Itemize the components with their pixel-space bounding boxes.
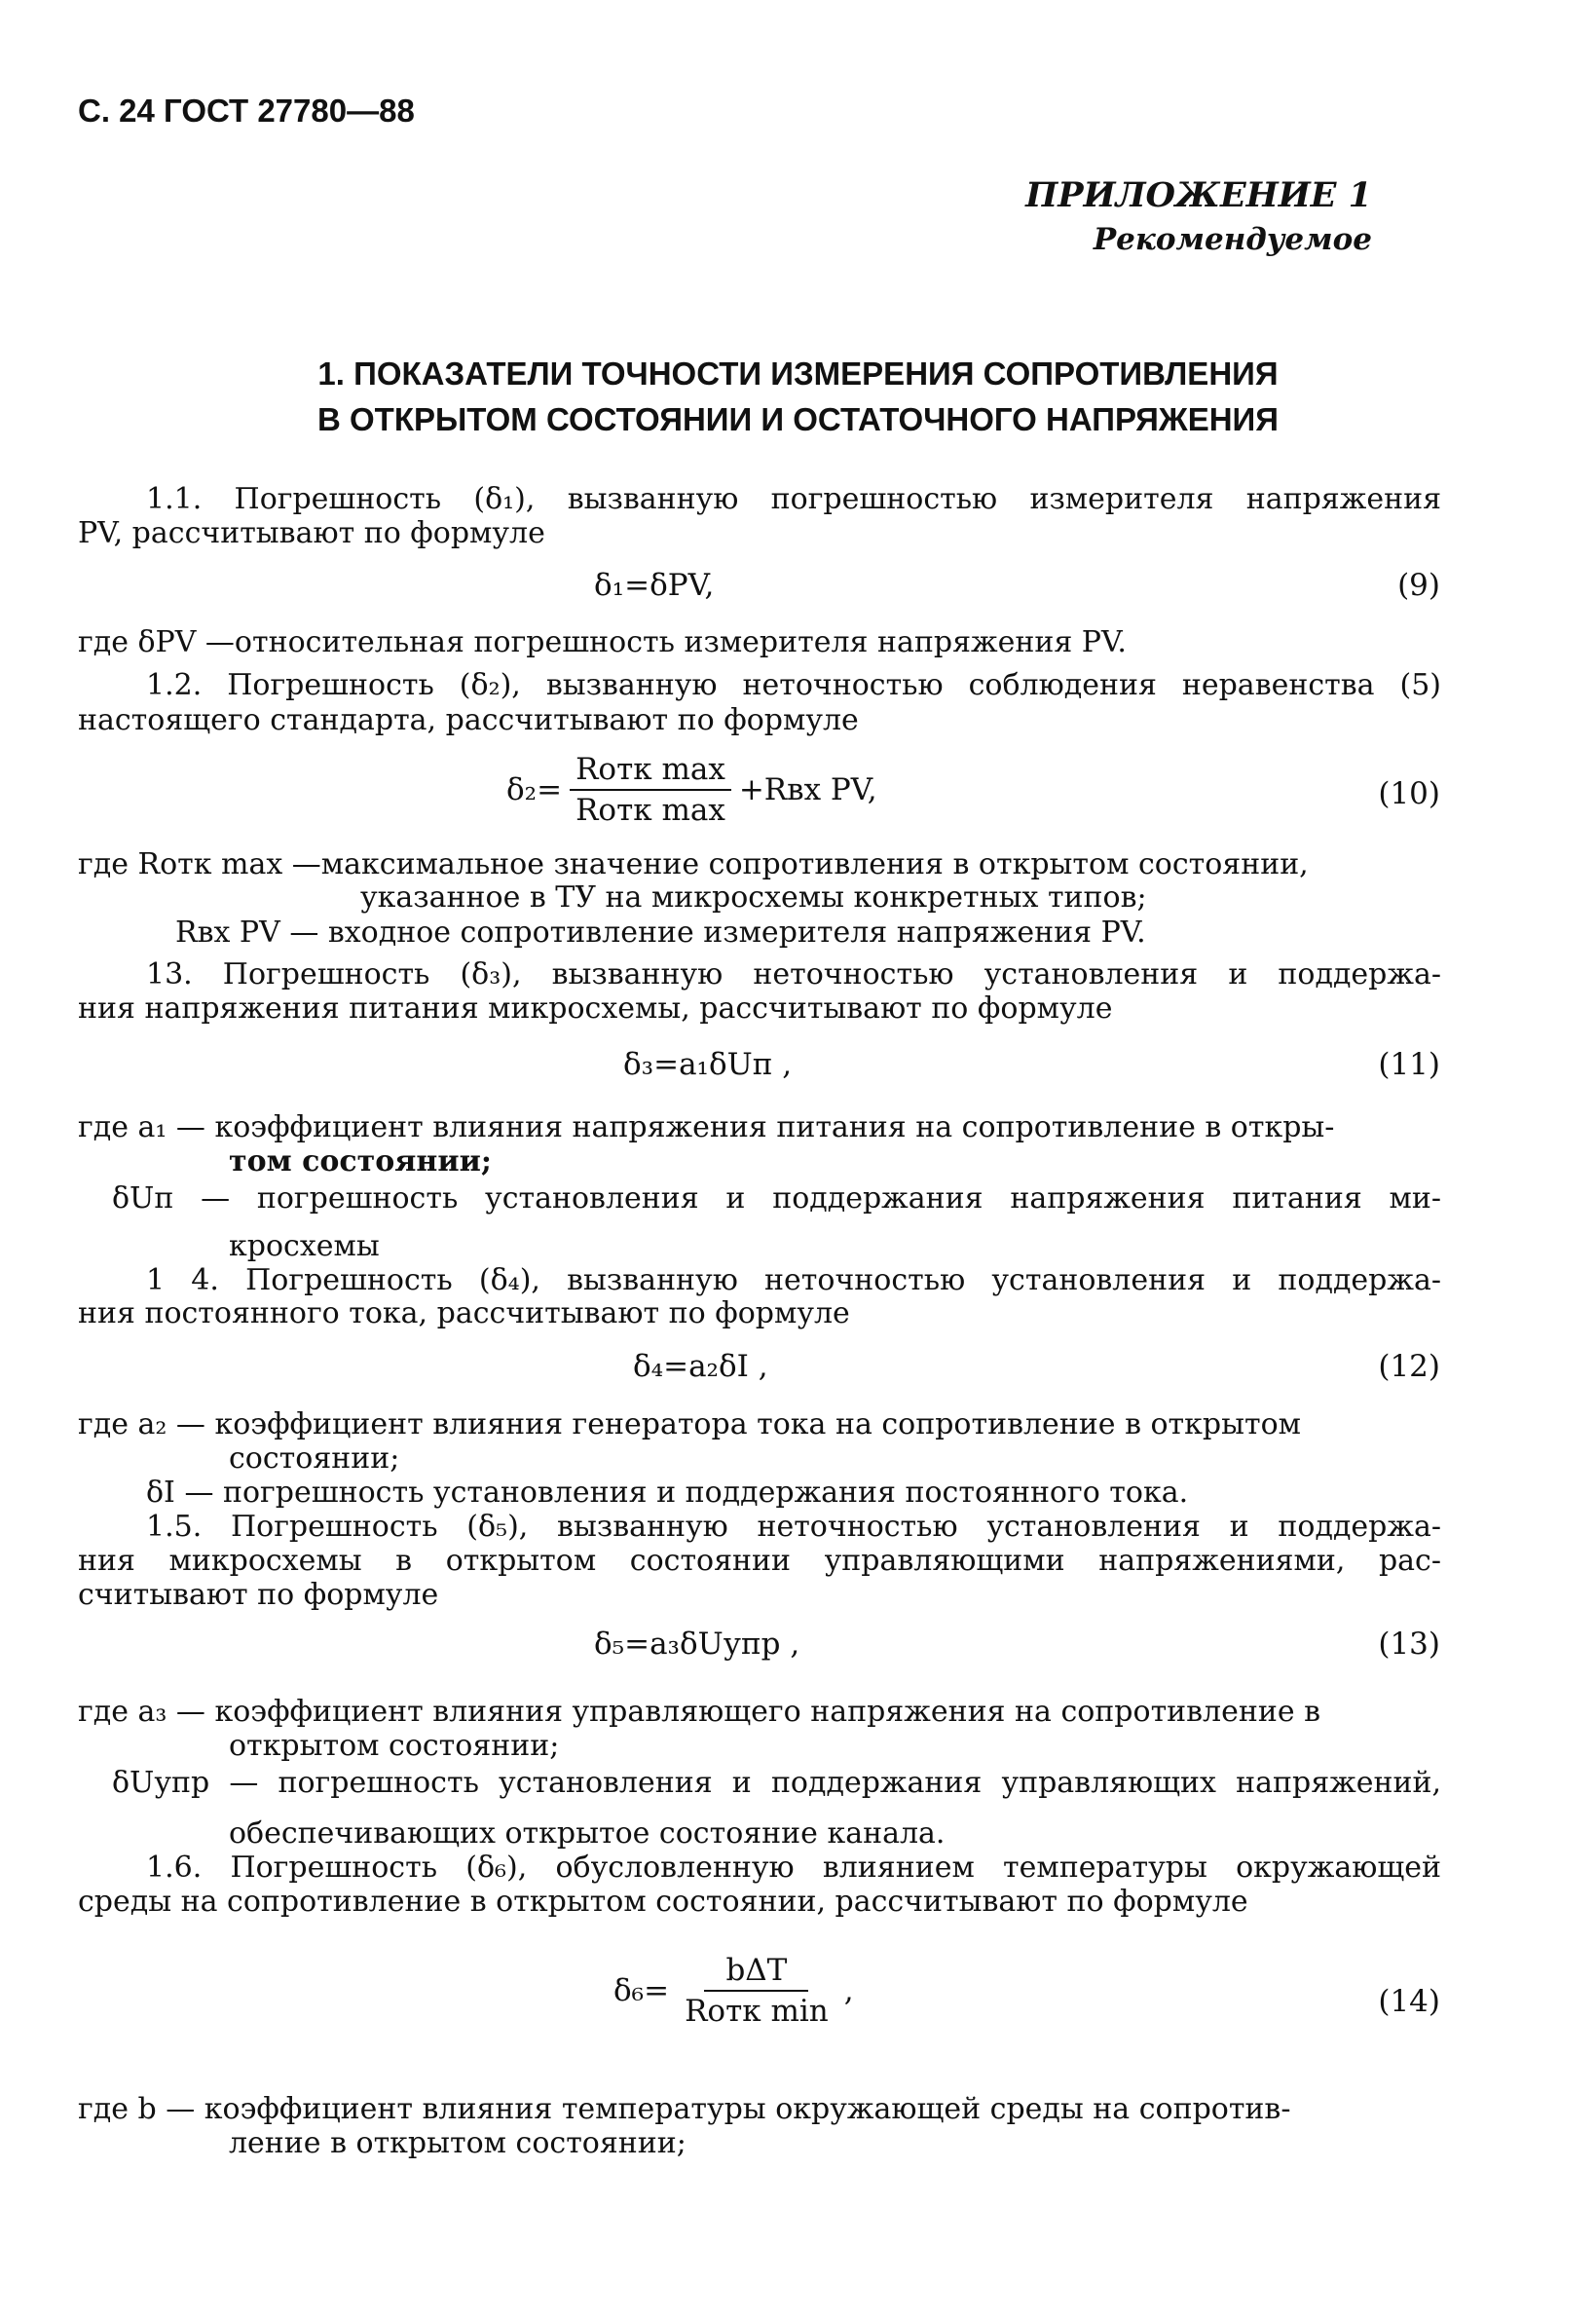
formula-14 [613,1953,854,2029]
para-1-4-line-2: ния постоянного тока, рассчитывают по формуле [78,1296,850,1330]
section-title-line-1: 1. ПОКАЗАТЕЛИ ТОЧНОСТИ ИЗМЕРЕНИЯ СОПРОТИВЛЕНИЯ [317,355,1279,392]
page-header: С. 24 ГОСТ 27780—88 [78,93,415,129]
where-13-line-2: открытом состоянии; [229,1729,560,1763]
where-12-line-3: δI — погрешность установления и поддержания постоянного тока. [146,1476,1189,1510]
formula-10 [506,752,877,828]
para-1-5-line-1: 1.5. Погрешность (δ₅), вызванную неточностью установления и поддержа- [146,1510,1441,1544]
formula-10-left: δ₂= [506,772,563,807]
formula-number-9: (9) [1397,568,1440,603]
formula-number-12: (12) [1378,1349,1440,1384]
para-1-3-line-1: 13. Погрешность (δ₃), вызванную неточностью установления и поддержа- [146,957,1441,991]
formula-14-numerator: bΔT [704,1953,808,1992]
where-11-line-4: кросхемы [229,1229,380,1263]
para-1-1-line-1: 1.1. Погрешность (δ₁), вызванную погрешностью измерителя напряжения [146,482,1441,516]
where-12-line-1: где a₂ — коэффициент влияния генератора тока на сопротивление в открытом [78,1407,1301,1441]
where-14-line-1: где b — коэффициент влияния температуры окружающей среды на сопротив- [78,2092,1291,2126]
where-13-line-4: обеспечивающих открытое состояние канала. [229,1816,946,1851]
para-1-6-line-2: среды на сопротивление в открытом состоянии, рассчитывают по формуле [78,1885,1248,1919]
where-10-line-1: где Rотк max —максимальное значение сопротивления в открытом состоянии, [78,847,1309,881]
where-10-line-2: указанное в ТУ на микросхемы конкретных типов; [360,880,1147,915]
para-1-1-line-2: PV, рассчитывают по формуле [78,516,545,550]
para-1-2-line-2: настоящего стандарта, рассчитывают по формуле [78,703,859,737]
para-1-4-line-1: 1 4. Погрешность (δ₄), вызванную неточностью установления и поддержа- [146,1263,1441,1297]
where-11-line-2: том состоянии; [229,1144,492,1178]
formula-number-13: (13) [1378,1627,1440,1662]
where-10-line-3: Rвх PV — входное сопротивление измерителя напряжения PV. [175,916,1146,950]
para-1-6-line-1: 1.6. Погрешность (δ₆), обусловленную влиянием температуры окружающей [146,1851,1441,1885]
formula-10-fraction [570,752,731,828]
formula-14-left: δ₆= [613,1973,670,2008]
formula-number-14: (14) [1378,1984,1440,2019]
formula-10-right: +Rвх PV, [738,772,877,807]
where-14-line-2: ление в открытом состоянии; [229,2126,687,2160]
section-title-line-2: В ОТКРЫТОМ СОСТОЯНИИ И ОСТАТОЧНОГО НАПРЯЖЕНИЯ [317,401,1279,437]
where-12-line-2: состоянии; [229,1441,400,1476]
formula-13: δ₅=a₃δUупр , [594,1627,800,1662]
appendix-status: Рекомендуемое [1093,222,1372,257]
where-11-line-3: δUп — погрешность установления и поддержания напряжения питания ми- [112,1181,1441,1216]
formula-10-denominator: Rотк max [575,793,725,828]
where-13-line-1: где a₃ — коэффициент влияния управляющего напряжения на сопротивление в [78,1695,1321,1729]
formula-number-10: (10) [1378,776,1440,811]
para-1-3-line-2: ния напряжения питания микросхемы, рассчитывают по формуле [78,991,1113,1026]
formula-10-numerator: Rотк max [570,752,731,791]
formula-14-right: , [843,1973,854,2008]
formula-14-fraction [679,1953,835,2029]
appendix-name: ПРИЛОЖЕНИЕ 1 [1025,175,1372,215]
formula-number-11: (11) [1378,1047,1440,1082]
where-9: где δPV —относительная погрешность измерителя напряжения PV. [78,625,1127,659]
para-1-5-line-2: ния микросхемы в открытом состоянии управляющими напряжениями, рас- [78,1544,1441,1578]
para-1-5-line-3: считывают по формуле [78,1578,439,1612]
formula-14-denominator: Rотк min [685,1994,829,2029]
where-13-line-3: δUупр — погрешность установления и поддержания управляющих напряжений, [112,1766,1441,1800]
para-1-2-line-1: 1.2. Погрешность (δ₂), вызванную неточностью соблюдения неравенства (5) [146,668,1441,702]
where-11-line-1: где a₁ — коэффициент влияния напряжения питания на сопротивление в откры- [78,1110,1335,1144]
formula-11: δ₃=a₁δUп , [623,1047,793,1082]
formula-12: δ₄=a₂δI , [633,1349,768,1384]
formula-9: δ₁=δPV, [594,568,715,603]
